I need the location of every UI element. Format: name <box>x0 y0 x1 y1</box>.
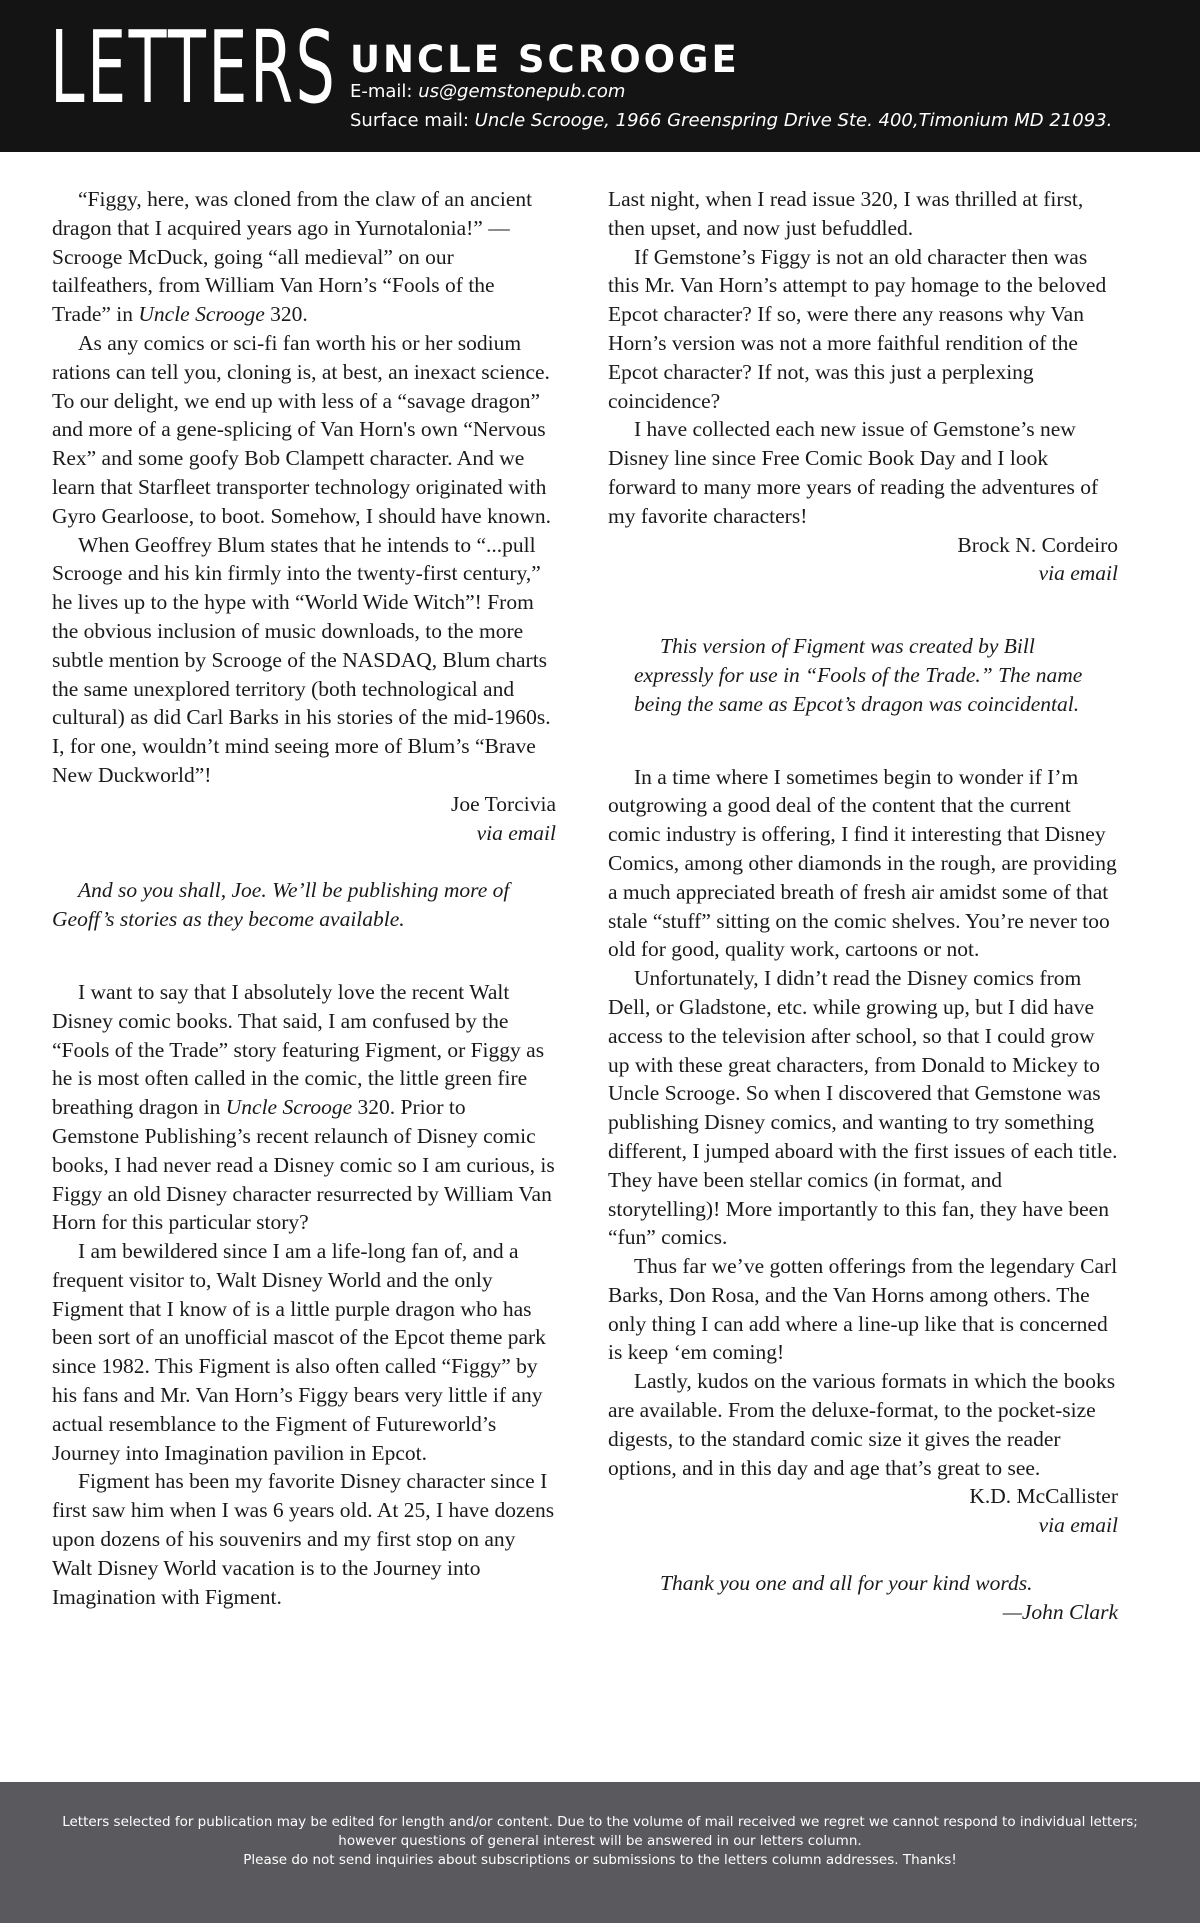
letter1-p1-title: Uncle Scrooge <box>138 302 265 327</box>
email-label: E-mail: <box>350 81 419 102</box>
letter2-paragraph <box>52 978 556 1237</box>
letter2-reply: This version of Figment was created by Bill expressly for use in “Fools of the Trade.” The name being the same as Epcot’s dragon was coincidental. <box>634 634 1083 716</box>
letter3-reply: Thank you one and all for your kind words. <box>660 1571 1033 1596</box>
letter2-p1-end: 320. Prior to Gemstone Publishing’s recent relaunch of Disney comic books, I had never read a Disney comic so I am curious, is Figgy an old Disney character resurrected by William Van Horn for this particular story? <box>52 1095 555 1235</box>
letter3-via <box>608 1511 1118 1540</box>
letter1-p1-end: 320. <box>264 302 308 327</box>
letter3-paragraph: In a time where I sometimes begin to wonder if I’m outgrowing a good deal of the content that the current comic industry is offering, I find it interesting that Disney Comics, among other diamonds in the rough, are providing a much appreciated breath of fresh air amidst some of that stale “stuff” sitting on the comic shelves. You’re never too old for good, quality work, cartoons or not. <box>608 764 1117 962</box>
letter1-signature: Joe Torcivia <box>451 791 556 816</box>
mail-address: Uncle Scrooge, 1966 Greenspring Drive Ste. 400,Timonium MD 21093. <box>474 110 1113 131</box>
letter2-p1-text: I want to say that I absolutely love the recent Walt Disney comic books. That said, I am confused by the “Fools of the Trade” story featuring Figment, or Figgy as he is most often called in the comic, the little green fire breathing dragon in <box>52 979 545 1120</box>
letter3-reply-signature: —John Clark <box>1002 1599 1118 1624</box>
letter2-paragraph: If Gemstone’s Figgy is not an old character then was this Mr. Van Horn’s attempt to pay homage to the beloved Epcot character? If so, were there any reasons why Van Horn’s version was not a more faithful rendition of the Epcot character? If not, was this just a perplexing coincidence? <box>608 244 1107 413</box>
letter1-reply: And so you shall, Joe. We’ll be publishing more of Geoff’s stories as they become available. <box>52 878 510 932</box>
letter3-signature: K.D. McCallister <box>969 1484 1118 1509</box>
page-footer <box>0 1782 1200 1923</box>
mail-line <box>350 110 1112 131</box>
page-title: UNCLE SCROOGE <box>350 38 740 81</box>
letter3-paragraph: Thus far we’ve gotten offerings from the legendary Carl Barks, Don Rosa, and the Van Horns among others. The only thing I can add where a line-up like that is concerned is keep ‘em coming! <box>608 1254 1118 1365</box>
email-line <box>350 81 625 102</box>
letter2-paragraph: I am bewildered since I am a life-long fan of, and a frequent visitor to, Walt Disney World and the only Figment that I know of is a little purple dragon who has been sort of an unofficial mascot of the Epcot theme park since 1982. This Figment is also often called “Figgy” by his fans and Mr. Van Horn’s Figgy bears very little if any actual resemblance to the Figment of Futureworld’s Journey into Imagination pavilion in Epcot. <box>52 1239 546 1465</box>
footer-notice <box>50 1813 1150 1870</box>
page-header <box>0 0 1200 152</box>
section-label: LETTERS <box>50 9 338 126</box>
footer-line1: Letters selected for publication may be edited for length and/or content. Due to the volume of mail received we regret we cannot respond to individual letters; however questions of general interest will be answered in our letters column. <box>62 1814 1138 1849</box>
letter2-paragraph: Figment has been my favorite Disney character since I first saw him when I was 6 years old. At 25, I have dozens upon dozens of his souvenirs and my first stop on any Walt Disney World vacation is to the Journey into Imagination with Figment. <box>52 1469 555 1609</box>
letter2-paragraph: I have collected each new issue of Gemstone’s new Disney line since Free Comic Book Day and I look forward to many more years of reading the adventures of my favorite characters! <box>608 417 1099 528</box>
left-column <box>52 185 556 1611</box>
letter2-via-text: via email <box>1038 561 1118 586</box>
letter1-p1-text: “Figgy, here, was cloned from the claw of an ancient dragon that I acquired years ago in Yurnotalonia!” — Scrooge McDuck, going “all medieval” on our tailfeathers, from William Van Horn’s “Fools of the Trade” in <box>52 187 533 327</box>
letter1-paragraph: As any comics or sci-fi fan worth his or her sodium rations can tell you, cloning is, at best, an inexact science. To our delight, we end up with less of a “savage dragon” and more of a gene-splicing of Van Horn's own “Nervous Rex” and some goofy Bob Clampett character. And we learn that Starfleet transporter technology originated with Gyro Gearloose, to boot. Somehow, I should have known. <box>52 330 552 528</box>
letter3-paragraph: Lastly, kudos on the various formats in which the books are available. From the deluxe-format, to the pocket-size digests, to the standard comic size it gives the reader options, and in this day and age that’s great to see. <box>608 1369 1116 1480</box>
letter1-via-text: via email <box>476 820 556 845</box>
letter3-paragraph: Unfortunately, I didn’t read the Disney comics from Dell, or Gladstone, etc. while growing up, but I did have access to the television after school, so that I could grow up with these great characters, from Donald to Mickey to Uncle Scrooge. So when I discovered that Gemstone was publishing Disney comics, and wanting to try something different, I jumped aboard with the first issues of each title. They have been stellar comics (in format, and storytelling)! More importantly to this fan, they have been “fun” comics. <box>608 966 1118 1250</box>
footer-line2: Please do not send inquiries about subscriptions or submissions to the letters column addresses. Thanks! <box>243 1852 957 1868</box>
letter2-signature: Brock N. Cordeiro <box>957 532 1118 557</box>
letter1-paragraph <box>52 185 556 329</box>
mail-label: Surface mail: <box>350 110 475 131</box>
email-address: us@gemstonepub.com <box>418 81 626 102</box>
letter2-p1-title: Uncle Scrooge <box>225 1095 353 1120</box>
right-column <box>608 185 1118 1627</box>
letter1-via <box>52 819 556 848</box>
letter2-paragraph: Last night, when I read issue 320, I was thrilled at first, then upset, and now just befuddled. <box>608 187 1084 240</box>
letter2-via <box>608 559 1118 588</box>
letter3-via-text: via email <box>1038 1513 1118 1538</box>
letter1-paragraph: When Geoffrey Blum states that he intends to “...pull Scrooge and his kin firmly into the twenty-first century,” he lives up to the hype with “World Wide Witch”! From the obvious inclusion of music downloads, to the more subtle mention by Scrooge of the NASDAQ, Blum charts the same unexplored territory (both technological and cultural) as did Carl Barks in his stories of the mid-1960s. I, for one, wouldn’t mind seeing more of Blum’s “Brave New Duckworld”! <box>52 532 551 787</box>
